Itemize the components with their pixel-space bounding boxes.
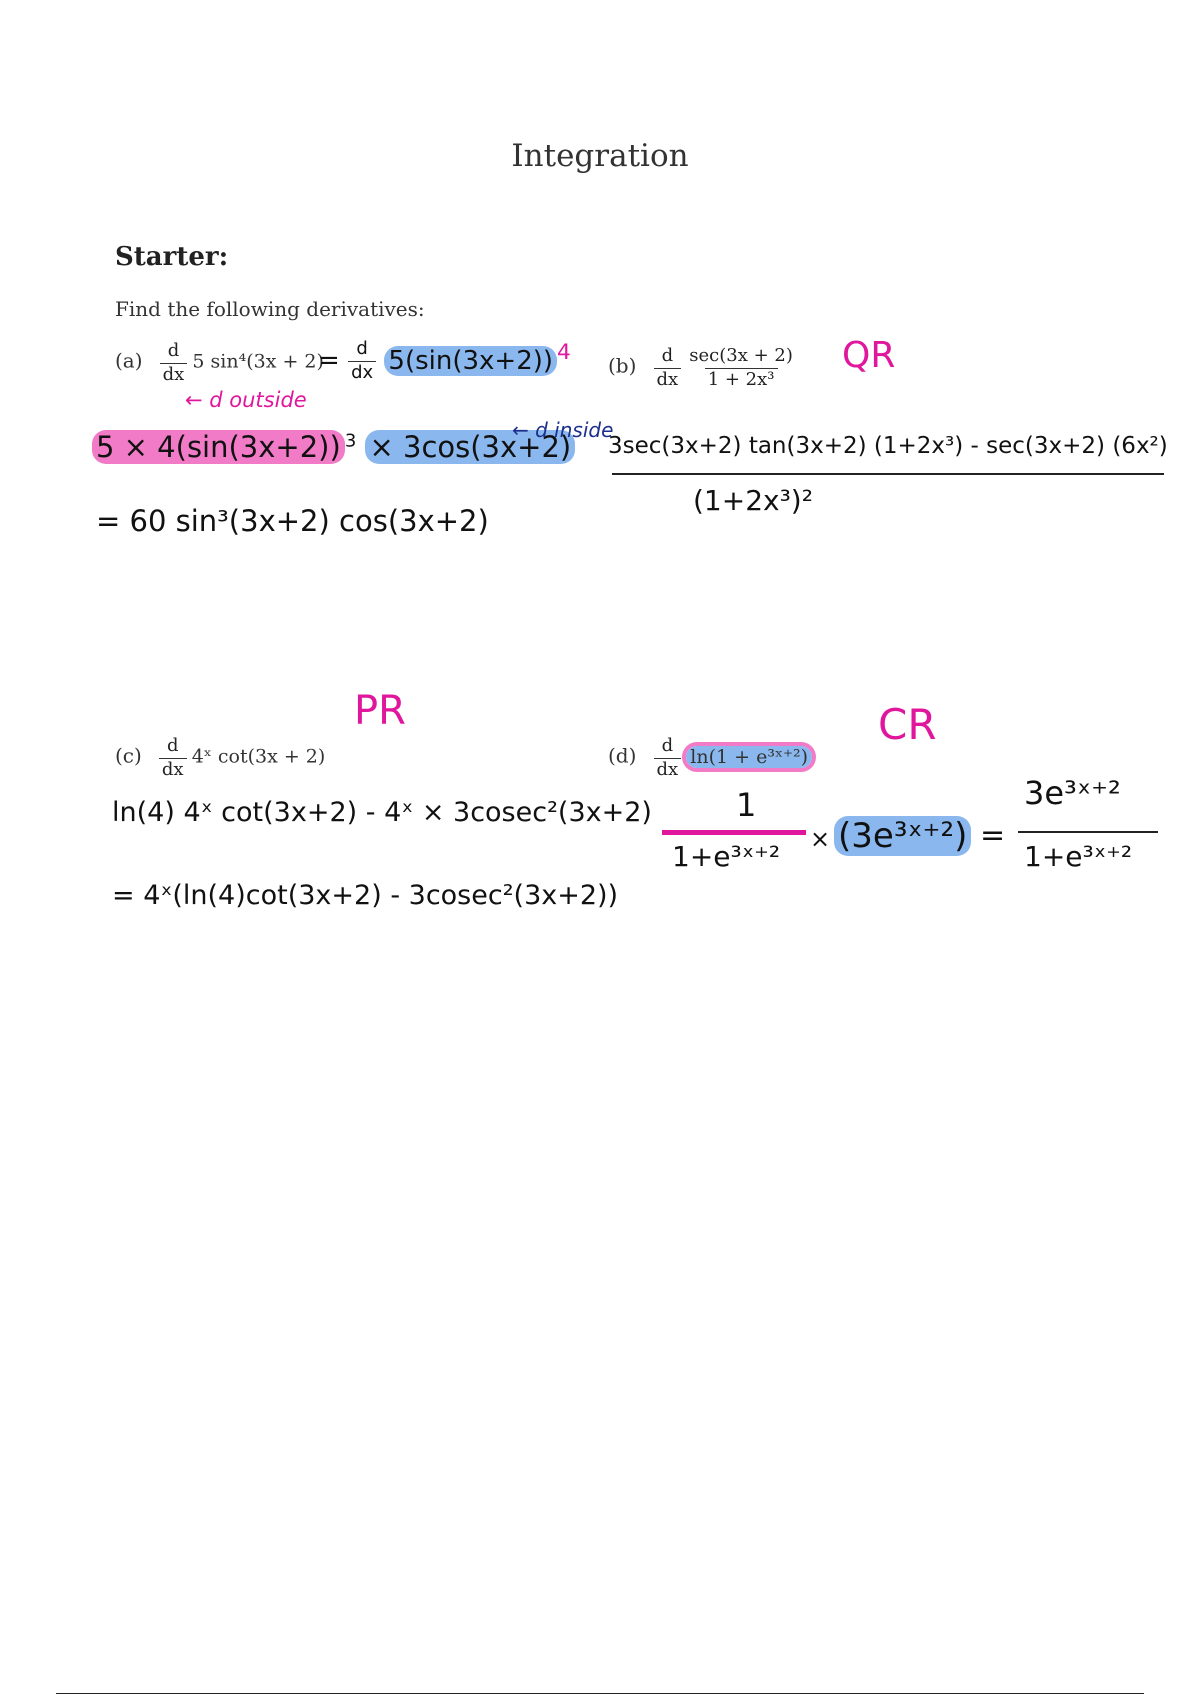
question-d xyxy=(608,735,812,781)
question-label: (c) xyxy=(115,743,142,768)
handwritten-answer-a: = 60 sin³(3x+2) cos(3x+2) xyxy=(96,504,489,538)
handwritten-working-c-line-1: ln(4) 4ˣ cot(3x+2) - 4ˣ × 3cosec²(3x+2) xyxy=(112,797,652,828)
question-a xyxy=(115,340,324,386)
page-bottom-rule xyxy=(56,1693,1144,1694)
derivative-operator: $\frac{d}{dx}$ xyxy=(654,735,682,781)
handwritten-inner-derivative: (3e³ˣ⁺²) xyxy=(834,816,971,856)
fraction-bar xyxy=(662,830,806,835)
question-label: (a) xyxy=(115,348,143,373)
annotation-d-outside: ← d outside xyxy=(185,388,307,412)
derivative-operator: $\frac{d}{dx}$ xyxy=(159,735,187,781)
question-label: (d) xyxy=(608,743,637,768)
quotient-expression: $\frac{\sec(3x + 2)}{\text{1 + 2x³}}$ xyxy=(689,345,793,390)
rule-label-cr: CR xyxy=(878,700,937,749)
handwritten-answer-c: = 4ˣ(ln(4)cot(3x+2) - 3cosec²(3x+2)) xyxy=(112,880,619,911)
instruction-text: Find the following derivatives: xyxy=(115,297,425,321)
highlighted-expression: 5(sin(3x+2)) xyxy=(384,346,557,376)
handwritten-one: 1 xyxy=(736,786,757,824)
handwritten-rewrite: = $\frac{d}{dx}$ 5(sin(3x+2)) $^4$ xyxy=(318,338,571,383)
handwritten-result-denominator: 1+e³ˣ⁺² xyxy=(1024,840,1133,873)
multiply-sign: × xyxy=(810,825,831,853)
rule-label-pr: PR xyxy=(354,688,406,734)
handwritten-result-numerator: 3e³ˣ⁺² xyxy=(1024,774,1121,812)
question-expression: 4ˣ cot(3x + 2) xyxy=(191,745,326,768)
fraction-bar xyxy=(1018,831,1158,833)
handwritten-answer-b-denominator: (1+2x³)² xyxy=(693,484,813,517)
derivative-operator: $\frac{d}{dx}$ xyxy=(160,340,188,386)
question-label: (b) xyxy=(608,353,637,378)
rule-label-qr: QR xyxy=(842,335,896,376)
question-expression: 5 sin⁴(3x + 2) xyxy=(192,350,324,373)
annotation-d-inside: ← d inside xyxy=(512,418,614,442)
fraction-bar xyxy=(612,473,1164,475)
equals-sign: = xyxy=(980,818,1006,853)
handwritten-working-line-1: 5 × 4(sin(3x+2)) $^3$ × 3cos(3x+2) xyxy=(92,430,575,464)
question-c xyxy=(115,735,325,781)
handwritten-answer-b-numerator: 3sec(3x+2) tan(3x+2) (1+2x³) - sec(3x+2) (6x²) xyxy=(608,433,1168,459)
section-heading: Starter: xyxy=(115,242,229,272)
question-b xyxy=(608,345,796,391)
question-expression: ln(1 + e³ˣ⁺²) xyxy=(686,746,812,768)
handwritten-denominator: 1+e³ˣ⁺² xyxy=(672,840,781,873)
page-title: Integration xyxy=(511,138,689,174)
derivative-operator: $\frac{d}{dx}$ xyxy=(654,345,682,391)
